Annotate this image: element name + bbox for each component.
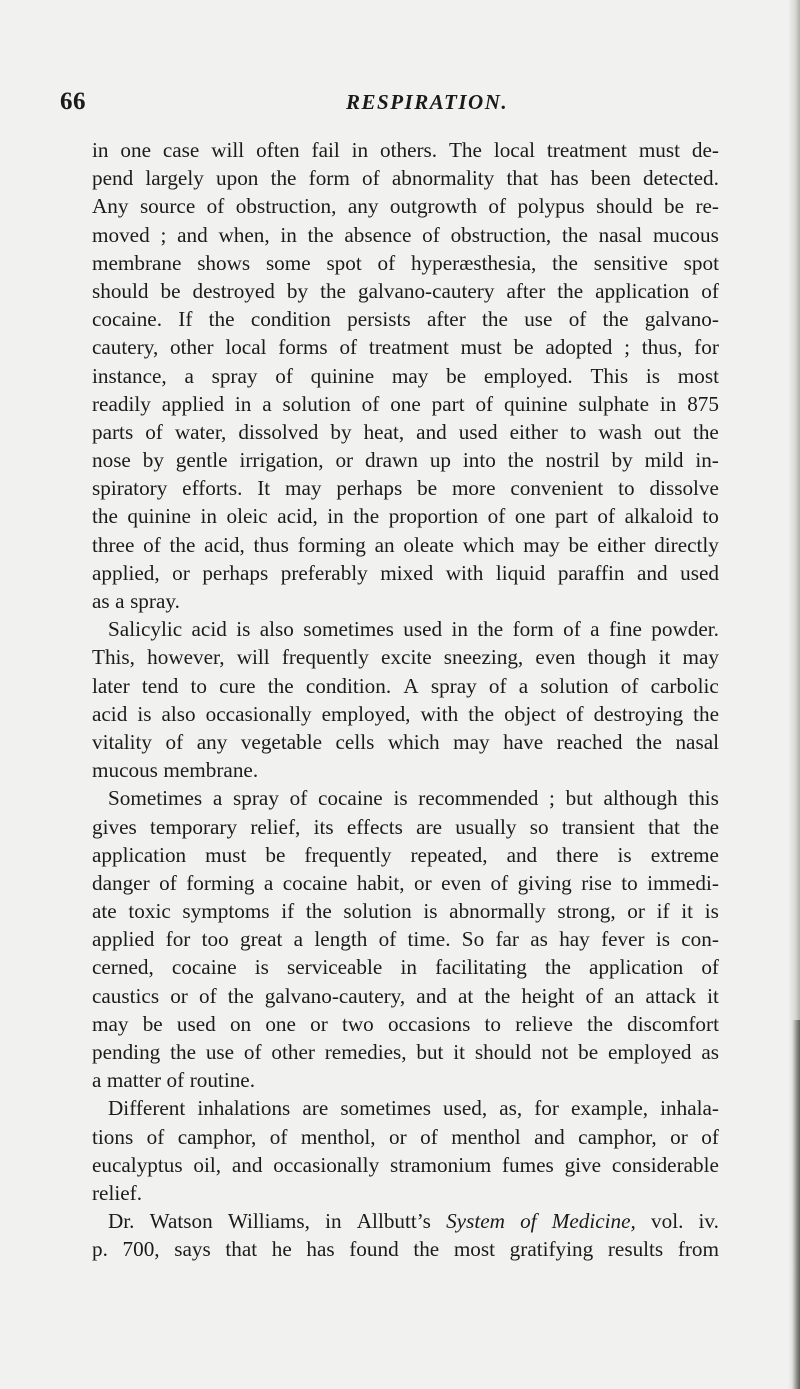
text-line: Different inhalations are sometimes used, as, for example, inhala-	[108, 1096, 719, 1121]
text-line: membrane shows some spot of hyperæsthesia, the sensitive spot	[92, 250, 719, 275]
text-line: pend largely upon the form of abnormality that has been detected.	[92, 166, 719, 191]
text-line: Any source of obstruction, any outgrowth of polypus should be re-	[92, 194, 719, 219]
text-line: Salicylic acid is also sometimes used in the form of a fine powder.	[108, 617, 719, 642]
text-line: applied for too great a length of time. So far as hay fever is con-	[92, 927, 719, 952]
text-line: ate toxic symptoms if the solution is abnormally strong, or if it is	[92, 899, 719, 924]
text-line: readily applied in a solution of one part of quinine sulphate in 875	[92, 391, 719, 416]
text-line: danger of forming a cocaine habit, or even of giving rise to immedi-	[92, 870, 719, 895]
text-line: cerned, cocaine is serviceable in facilitating the application of	[92, 955, 719, 980]
text-line: instance, a spray of quinine may be employed. This is most	[92, 363, 719, 388]
text-line: Dr. Watson Williams, in Allbutt’s System of Medicine, vol. iv.	[108, 1209, 719, 1234]
page-edge-dark	[792, 1020, 800, 1389]
text-line: parts of water, dissolved by heat, and used either to wash out the	[92, 419, 719, 444]
text-line: vitality of any vegetable cells which may have reached the nasal	[92, 729, 719, 754]
running-head	[0, 88, 800, 118]
text-line: nose by gentle irrigation, or drawn up into the nostril by mild in-	[92, 448, 719, 473]
text-line: application must be frequently repeated, and there is extreme	[92, 842, 719, 867]
text-line: This, however, will frequently excite sneezing, even though it may	[92, 645, 719, 670]
text-line: caustics or of the galvano-cautery, and at the height of an attack it	[92, 983, 719, 1008]
text-line: as a spray.	[92, 589, 180, 613]
running-title: RESPIRATION.	[346, 90, 509, 114]
text-line: gives temporary relief, its effects are usually so transient that the	[92, 814, 719, 839]
text-line: cocaine. If the condition persists after the use of the galvano-	[92, 307, 719, 332]
text-line: later tend to cure the condition. A spray of a solution of carbolic	[92, 673, 719, 698]
body-text	[92, 136, 719, 1264]
text-line: in one case will often fail in others. The local treatment must de-	[92, 138, 719, 162]
page-number: 66	[60, 88, 86, 115]
text-line: a matter of routine.	[92, 1068, 255, 1093]
text-line: Sometimes a spray of cocaine is recommended ; but although this	[108, 786, 719, 811]
text-line: pending the use of other remedies, but it should not be employed as	[92, 1040, 719, 1064]
text-line: may be used on one or two occasions to relieve the discomfort	[92, 1011, 719, 1036]
text-line: relief.	[92, 1180, 142, 1205]
text-line: moved ; and when, in the absence of obstruction, the nasal mucous	[92, 222, 719, 247]
text-line: acid is also occasionally employed, with the object of destroying the	[92, 701, 719, 726]
text-line: cautery, other local forms of treatment must be adopted ; thus, for	[92, 335, 719, 360]
text-line: spiratory efforts. It may perhaps be more convenient to dissolve	[92, 476, 719, 501]
text-line: applied, or perhaps preferably mixed with liquid paraffin and used	[92, 560, 719, 585]
text-line: tions of camphor, of menthol, or of menthol and camphor, or of	[92, 1124, 719, 1149]
text-line: the quinine in oleic acid, in the proportion of one part of alkaloid to	[92, 504, 719, 529]
text-line: eucalyptus oil, and occasionally stramonium fumes give considerable	[92, 1152, 719, 1177]
text-line: p. 700, says that he has found the most gratifying results from	[92, 1237, 719, 1262]
text-line: mucous membrane.	[92, 758, 259, 783]
text-line: should be destroyed by the galvano-cautery after the application of	[92, 278, 719, 303]
text-line: three of the acid, thus forming an oleate which may be either directly	[92, 532, 719, 557]
